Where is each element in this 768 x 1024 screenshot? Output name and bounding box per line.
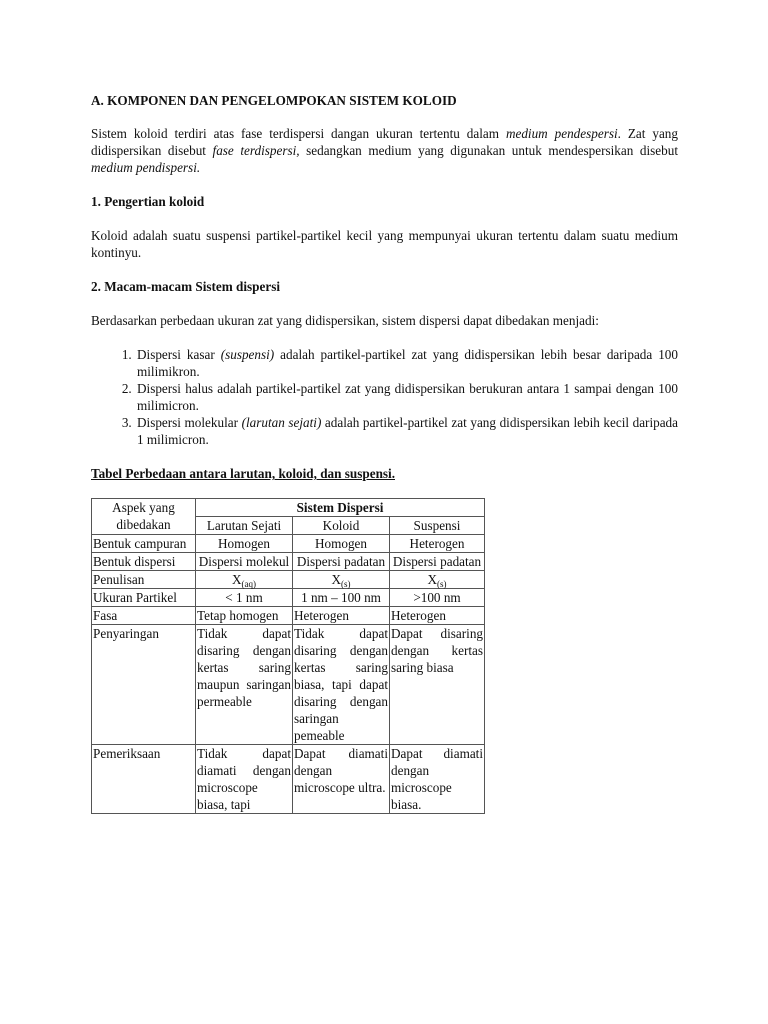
- list-item-text: Dispersi kasar: [137, 347, 221, 362]
- formula-base: X: [331, 572, 342, 587]
- intro-text-3: sedangkan medium yang digunakan untuk mendespersikan disebut: [299, 143, 678, 158]
- comparison-table: [91, 498, 485, 814]
- table-cell: < 1 nm: [196, 589, 293, 607]
- table-row: [92, 745, 485, 814]
- section-2-body: Berdasarkan perbedaan ukuran zat yang didispersikan, sistem dispersi dapat dibedakan menjadi:: [91, 313, 599, 328]
- formula-subscript: (aq): [241, 579, 257, 589]
- list-item: [135, 380, 678, 414]
- list-item-text: Dispersi molekular: [137, 415, 242, 430]
- table-cell: [196, 571, 293, 589]
- table-row: [92, 607, 485, 625]
- table-cell: Homogen: [196, 535, 293, 553]
- table-title: Tabel Perbedaan antara larutan, koloid, dan suspensi.: [91, 466, 395, 481]
- list-item-italic: (larutan sejati): [241, 415, 322, 430]
- table-cell: Heterogen: [390, 607, 485, 625]
- row-label: Fasa: [92, 607, 196, 625]
- table-row: [92, 589, 485, 607]
- table-row: [92, 571, 485, 589]
- column-header: Suspensi: [390, 517, 485, 535]
- table-cell: Homogen: [293, 535, 390, 553]
- row-label: Penulisan: [92, 571, 196, 589]
- table-cell: Dapat disaring dengan kertas saring biasa: [390, 625, 485, 745]
- section-2-title: 2. Macam-macam Sistem dispersi: [91, 279, 280, 294]
- row-label: Penyaringan: [92, 625, 196, 745]
- column-header: Larutan Sejati: [196, 517, 293, 535]
- table-row: [92, 625, 485, 745]
- main-heading: A. KOMPONEN DAN PENGELOMPOKAN SISTEM KOLOID: [91, 93, 457, 108]
- table-cell: Dispersi molekul: [196, 553, 293, 571]
- table-cell: Dispersi padatan: [293, 553, 390, 571]
- list-item: [135, 414, 678, 448]
- table-cell: [293, 571, 390, 589]
- table-cell: Tidak dapat diamati dengan microscope biasa, tapi: [197, 746, 291, 812]
- list-item-text: adalah partikel-partikel zat yang didispersikan lebih besar daripada 100 milimikron.: [137, 347, 678, 379]
- section-1-title: 1. Pengertian koloid: [91, 194, 205, 209]
- table-cell: Heterogen: [390, 535, 485, 553]
- intro-text-1: Sistem koloid terdiri atas fase terdispersi dangan ukuran tertentu dalam: [91, 126, 506, 141]
- aspect-header: Aspek yang dibedakan: [92, 499, 196, 535]
- formula-subscript: (s): [341, 579, 351, 589]
- row-label: Bentuk campuran: [92, 535, 196, 553]
- table-cell: Tetap homogen: [196, 607, 293, 625]
- row-label: Bentuk dispersi: [92, 553, 196, 571]
- table-cell: Tidak dapat disaring dengan kertas saring maupun saringan permeable: [196, 625, 293, 745]
- row-label: Ukuran Partikel: [92, 589, 196, 607]
- intro-text-2: . Zat yang didispersikan disebut: [91, 126, 678, 158]
- formula-base: X: [427, 572, 438, 587]
- table-cell: >100 nm: [390, 589, 485, 607]
- formula-base: X: [231, 572, 242, 587]
- table-cell: [390, 571, 485, 589]
- dispersion-list: [91, 346, 678, 448]
- table-cell: Heterogen: [293, 607, 390, 625]
- list-item-text: Dispersi halus adalah partikel-partikel zat yang didispersikan berukuran antara 1 sampai dengan 100 milimicron.: [137, 381, 678, 413]
- column-header: Koloid: [293, 517, 390, 535]
- table-cell: 1 nm – 100 nm: [293, 589, 390, 607]
- intro-italic-3: medium pendispersi.: [91, 160, 201, 175]
- table-cell: Tidak dapat disaring dengan kertas saring biasa, tapi dapat disaring dengan saringan pemeable: [294, 626, 388, 743]
- intro-italic-1: medium pendespersi: [505, 126, 618, 141]
- section-1-body: Koloid adalah suatu suspensi partikel-partikel kecil yang mempunyai ukuran tertentu dalam suatu medium kontinyu.: [91, 228, 678, 260]
- table-cell: Dispersi padatan: [390, 553, 485, 571]
- intro-italic-2: fase terdispersi,: [212, 143, 300, 158]
- table-cell: Dapat diamati dengan microscope biasa.: [391, 746, 484, 812]
- table-cell: Dapat diamati dengan microscope ultra.: [293, 745, 390, 814]
- row-label: Pemeriksaan: [92, 745, 196, 814]
- document-page: [91, 92, 678, 814]
- table-row: [92, 553, 485, 571]
- table-row: [92, 535, 485, 553]
- table-header-row: [92, 499, 485, 517]
- system-header: Sistem Dispersi: [196, 499, 485, 517]
- formula-subscript: (s): [437, 579, 447, 589]
- list-item-text: adalah partikel-partikel zat yang didispersikan lebih kecil daripada 1 milimicron.: [137, 415, 679, 447]
- intro-paragraph: [91, 125, 678, 176]
- list-item-italic: (suspensi): [220, 347, 275, 362]
- list-item: [135, 346, 678, 380]
